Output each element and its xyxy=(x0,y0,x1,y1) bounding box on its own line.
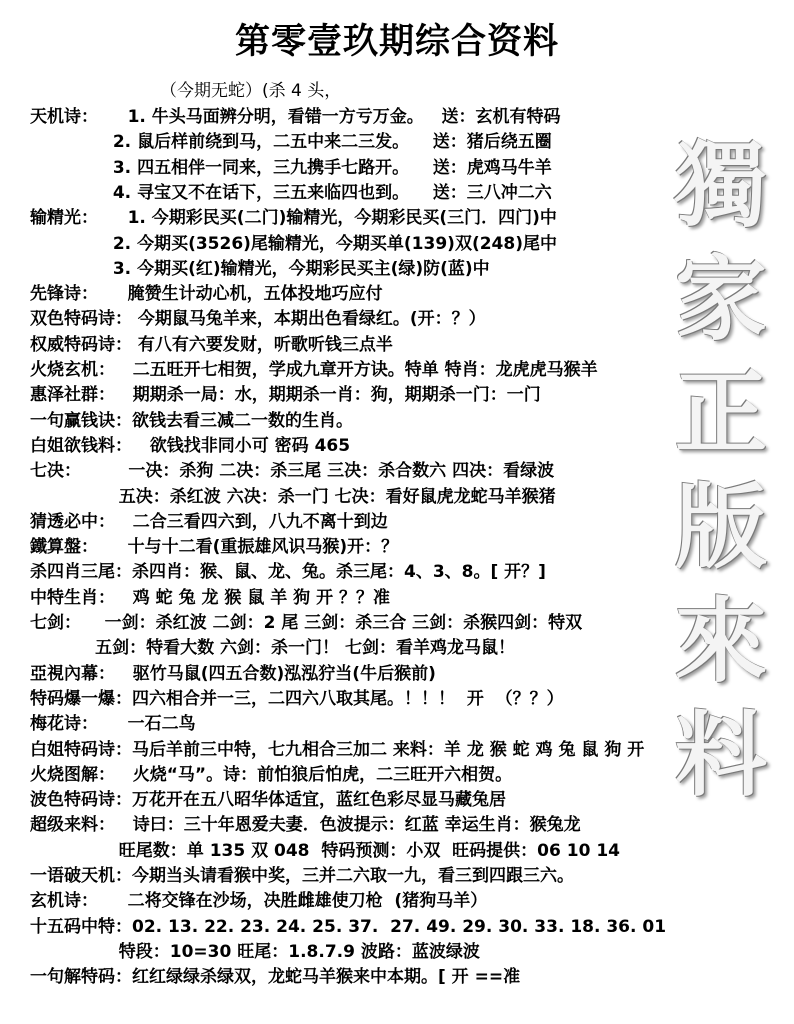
content-line: 杀四肖三尾：杀四肖：猴、鼠、龙、兔。杀三尾：4、3、8。[ 开？] xyxy=(30,562,546,583)
content-line: 3. 四五相伴一同来，三九携手七路开。 送：虎鸡马牛羊 xyxy=(30,157,552,178)
side-char: 料 xyxy=(674,701,767,809)
content-line: 鐵算盤： 十与十二看(重振雄风识马猴)开：？ xyxy=(30,537,399,558)
content-line: 旺尾数：单 135 双 048 特码预测：小双 旺码提供：06 10 14 xyxy=(30,840,620,861)
side-char: 版 xyxy=(674,473,767,581)
content-line: 特段：10=30 旺尾：1.8.7.9 波路：蓝波绿波 xyxy=(30,941,480,962)
content-line: 权威特码诗： 有八有六要发财，听歌听钱三点半 xyxy=(30,334,393,355)
content-line: 五剑：特看大数 六剑：杀一门！ 七剑：看羊鸡龙马鼠！ xyxy=(30,638,515,659)
side-char: 家 xyxy=(674,245,767,353)
content-line: 一句赢钱诀：欲钱去看三减二一数的生肖。 xyxy=(30,410,353,431)
content-line: 惠泽社群： 期期杀一局：水，期期杀一肖：狗，期期杀一门：一门 xyxy=(30,385,541,406)
content-line: 波色特码诗：万花开在五八昭华体适宜，蓝红色彩尽显马藏兔居 xyxy=(30,790,506,811)
content-line: 先锋诗： 腌赞生计动心机，五体投地巧应付 xyxy=(30,284,383,305)
content-line: 玄机诗： 二将交锋在沙场，决胜雌雄使刀枪 (猪狗马羊） xyxy=(30,891,488,912)
content-line: 输精光： 1. 今期彩民买(二门)输精光，今期彩民买(三门．四门)中 xyxy=(30,208,557,229)
content-line: 白姐特码诗：马后羊前三中特，七九相合三加二 来料：羊 龙 猴 蛇 鸡 兔 鼠 狗 开 xyxy=(30,739,645,760)
content-line: 3. 今期买(红)输精光，今期彩民买主(绿)防(蓝)中 xyxy=(30,258,490,279)
content-line: 一句解特码：红红绿绿杀绿双，龙蛇马羊猴来中本期。[ 开 ==准 xyxy=(30,967,521,988)
content-line: 七剑： 一剑：杀红波 二剑：2 尾 三剑：杀三合 三剑：杀猴四剑：特双 xyxy=(30,613,583,633)
content-line: 一语破天机：今期当头请看猴中奖，三并二六取一九，看三到四跟三六。 xyxy=(30,866,574,886)
content-line: 梅花诗： 一石二鸟 xyxy=(30,714,196,735)
content-line: 2. 鼠后样前绕到马，二五中来二三发。 送：猪后绕五圈 xyxy=(30,132,552,153)
content-line: 超级来料： 诗曰：三十年恩爱夫妻．色波提示：红蓝 幸运生肖：猴兔龙 xyxy=(30,815,581,836)
subtitle: （今期无蛇）(杀 4 头， xyxy=(160,81,342,101)
page-title: 第零壹玖期综合资料 xyxy=(234,21,559,62)
content-line: 五决：杀红波 六决：杀一门 七决：看好鼠虎龙蛇马羊猴猪 xyxy=(30,486,556,507)
content-line: 特码爆一爆：四六相合并一三，二四六八取其尾。！！！ 开 （？？） xyxy=(30,688,564,709)
content-line: 十五码中特：02. 13. 22. 23. 24. 25. 37. 27. 49. 29. 30. 33. 18. 36. 01 xyxy=(30,916,667,937)
content-line: 火烧玄机： 二五旺开七相贺，学成九章开方诀。特单 特肖：龙虎虎马猴羊 xyxy=(30,360,598,380)
content-line: 猜透必中： 二合三看四六到，八九不离十到边 xyxy=(30,511,388,532)
side-char: 正 xyxy=(674,359,767,467)
content-line: 中特生肖： 鸡 蛇 兔 龙 猴 鼠 羊 狗 开 ？？准 xyxy=(30,587,391,608)
content-line: 双色特码诗： 今期鼠马兔羊来，本期出色看绿红。(开：？） xyxy=(30,309,486,330)
content-line: 七决： 一决：杀狗 二决：杀三尾 三决：杀合数六 四决：看绿波 xyxy=(30,461,555,482)
content-line: 火烧图解： 火烧“马”。诗：前怕狼后怕虎，二三旺开六相贺。 xyxy=(30,764,513,785)
side-watermark xyxy=(666,128,776,812)
side-char: 來 xyxy=(674,587,767,695)
content-line: 天机诗： 1. 牛头马面辨分明，看错一方亏万金。 送：玄机有特码 xyxy=(30,107,561,127)
content-line: 2. 今期买(3526)尾输精光，今期买单(139)双(248)尾中 xyxy=(30,233,557,254)
content-line: 白姐欲钱料： 欲钱找非同小可 密码 465 xyxy=(30,435,351,456)
content-line: 亞視內幕： 驱竹马鼠(四五合数)泓泓狞当(牛后猴前) xyxy=(30,663,436,684)
side-char: 獨 xyxy=(674,131,767,239)
content-line: 4. 寻宝又不在话下，三五来临四也到。 送：三八冲二六 xyxy=(30,182,552,203)
